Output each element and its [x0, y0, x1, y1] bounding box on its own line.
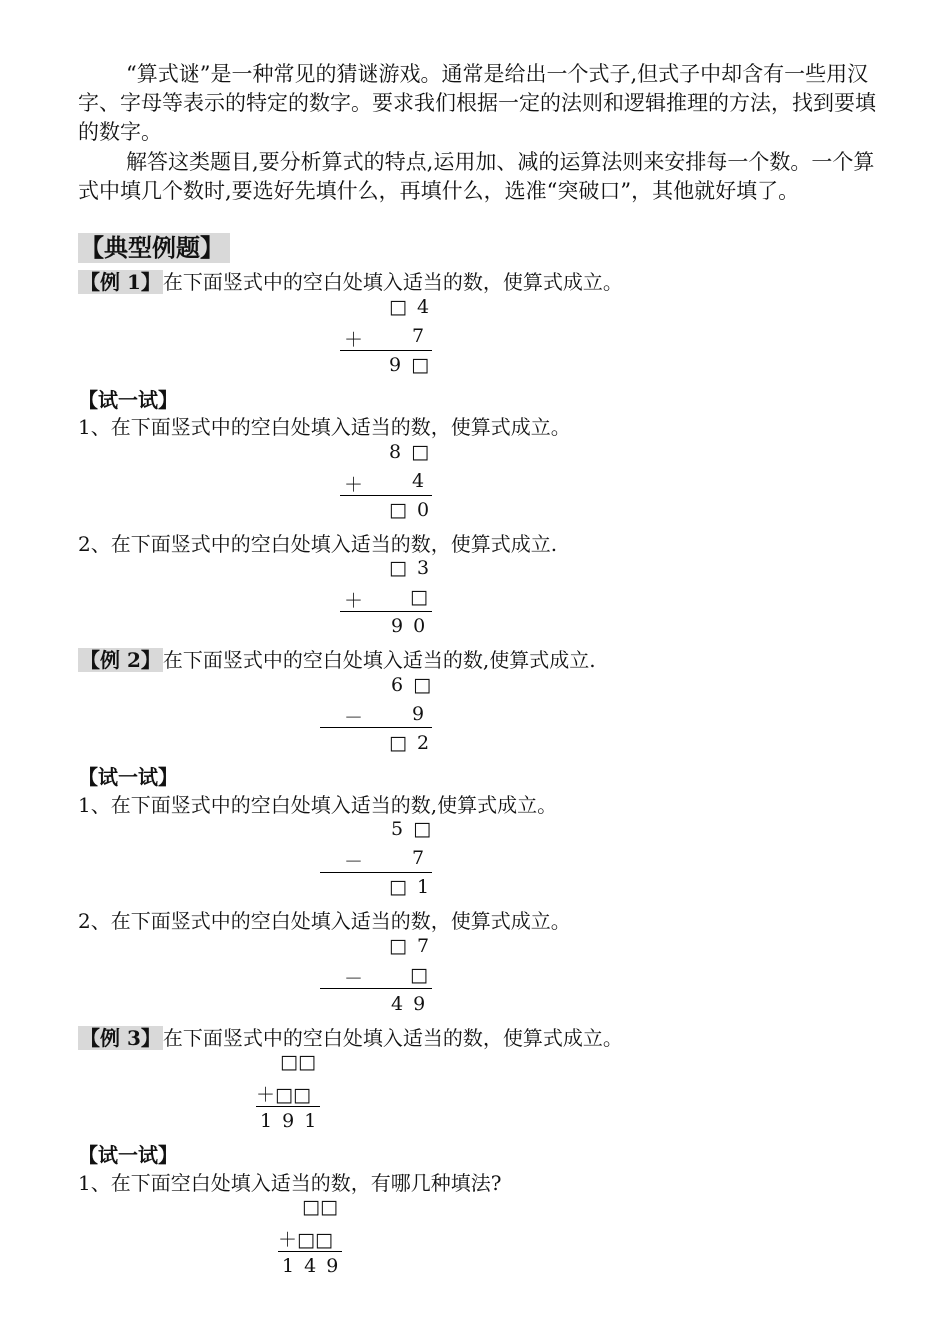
ex2-try-2-second: □	[410, 964, 430, 986]
ex3-try-1-top: □□	[302, 1196, 338, 1218]
ex1-try-1-operator: ＋	[344, 474, 366, 496]
try-label-1: 【试一试】	[78, 388, 178, 412]
ex1-try-2-rule	[340, 611, 432, 612]
ex1-try-2-text: 2、在下面竖式中的空白处填入适当的数，使算式成立.	[78, 532, 558, 556]
intro-paragraph-2: 解答这类题目,要分析算式的特点,运用加、减的运算法则来安排每一个数。一个算式中填几个数时,要选好先填什么，再填什么，选准“突破口”，其他就好填了。	[78, 150, 875, 203]
ex2-try-1-rule	[320, 872, 432, 873]
ex2-try-2-text: 2、在下面竖式中的空白处填入适当的数，使算式成立。	[78, 909, 571, 933]
example-3-rule	[256, 1106, 320, 1107]
ex2-try-2-top: □ 7	[389, 935, 432, 957]
ex1-try-1-second: 4	[412, 470, 427, 492]
example-2-tag: 【例 2】	[80, 648, 161, 672]
example-3-top: □□	[280, 1051, 316, 1073]
ex3-try-1-rule	[278, 1251, 342, 1252]
ex2-try-1-result: □ 1	[389, 876, 432, 898]
example-2-top: 6 □	[391, 674, 434, 696]
example-2-second: 9	[412, 703, 427, 725]
example-2-text: 在下面竖式中的空白处填入适当的数,使算式成立.	[162, 648, 596, 672]
try-label-3: 【试一试】	[78, 1143, 178, 1167]
ex1-try-2-second: □	[410, 586, 430, 608]
example-3-prompt	[78, 1022, 623, 1051]
example-2-prompt	[78, 644, 596, 673]
example-1-operator: ＋	[344, 329, 366, 351]
ex2-try-1-operator: －	[344, 851, 366, 873]
example-3-tag: 【例 3】	[80, 1026, 161, 1050]
ex2-try-1-second: 7	[412, 847, 427, 869]
ex1-try-2-result: 9 0	[391, 615, 428, 637]
try-label-2: 【试一试】	[78, 765, 178, 789]
ex2-try-2-operator: －	[344, 968, 366, 990]
example-1-result: 9 □	[389, 354, 432, 376]
ex1-try-2-top: □ 3	[389, 557, 432, 579]
example-3-text: 在下面竖式中的空白处填入适当的数，使算式成立。	[162, 1026, 623, 1050]
ex3-try-1-second: ＋□□	[278, 1229, 333, 1251]
ex1-try-2-operator: ＋	[344, 590, 366, 612]
example-1-tag: 【例 1】	[80, 270, 161, 294]
example-1-second: 7	[412, 325, 427, 347]
example-2-operator: －	[344, 707, 366, 729]
ex2-try-1-text: 1、在下面竖式中的空白处填入适当的数,使算式成立。	[78, 793, 558, 817]
example-3-result: 1 9 1	[260, 1110, 319, 1132]
intro-paragraph-1: “算式谜”是一种常见的猜谜游戏。通常是给出一个式子,但式子中却含有一些用汉字、字母等表示的特定的数字。要求我们根据一定的法则和逻辑推理的方法，找到要填的数字。	[78, 62, 876, 144]
example-2-result: □ 2	[389, 732, 432, 754]
example-3-second: ＋□□	[256, 1084, 311, 1106]
example-2-rule	[320, 727, 432, 728]
ex1-try-1-top: 8 □	[389, 441, 432, 463]
ex1-try-1-rule	[340, 495, 432, 496]
ex3-try-1-result: 1 4 9	[282, 1255, 341, 1277]
ex2-try-2-result: 4 9	[391, 993, 428, 1015]
example-1-prompt	[78, 266, 623, 295]
ex2-try-1-top: 5 □	[391, 818, 434, 840]
example-1-top: □ 4	[389, 296, 432, 318]
section-title: 【典型例题】	[78, 233, 230, 263]
ex1-try-1-text: 1、在下面竖式中的空白处填入适当的数，使算式成立。	[78, 415, 571, 439]
example-1-text: 在下面竖式中的空白处填入适当的数，使算式成立。	[162, 270, 623, 294]
ex3-try-1-text: 1、在下面空白处填入适当的数，有哪几种填法?	[78, 1171, 502, 1195]
example-1-rule	[340, 350, 432, 351]
ex1-try-1-result: □ 0	[389, 499, 432, 521]
ex2-try-2-rule	[320, 988, 432, 989]
